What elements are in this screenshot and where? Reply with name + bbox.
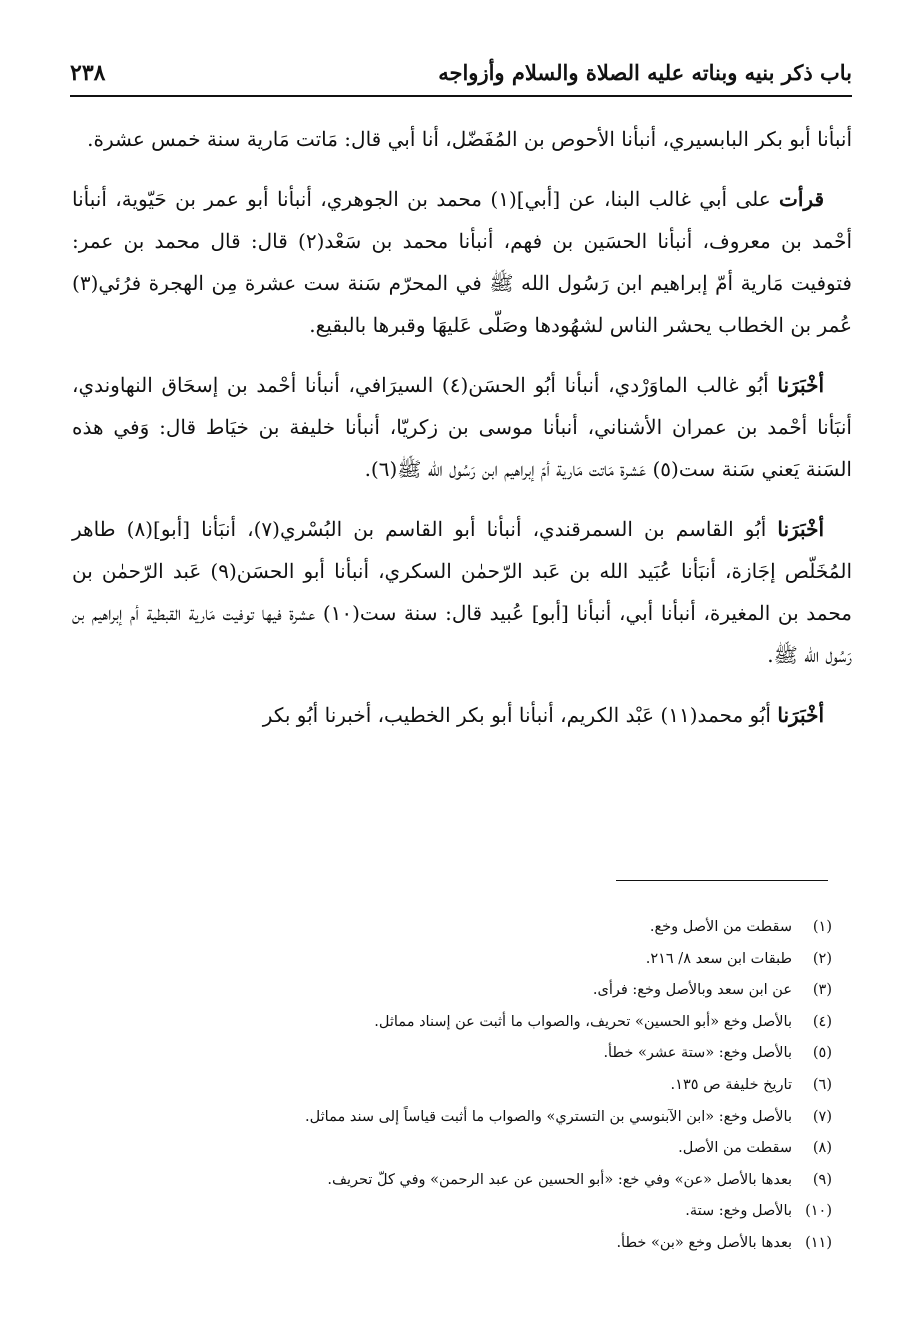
paragraph-text: أنبأنا أبو بكر البابسيري، أنبأنا الأحوص بن المُفَضّل، أنا أبي قال: مَاتت مَارية سنة خمس عشرة. (87, 127, 852, 151)
footnote (72, 912, 832, 944)
paragraph (72, 178, 852, 346)
footnote-number: (٧) (812, 1108, 832, 1125)
footnote-text: بالأصل وخع: «ستة عشر» خطأ. (603, 1045, 792, 1062)
footnote (72, 1038, 832, 1070)
footnote (72, 944, 832, 976)
footnote-number: (١٠) (805, 1203, 832, 1220)
footnote-text: سقطت من الأصل. (678, 1140, 792, 1157)
footnote (72, 1070, 832, 1102)
footnote-number: (٢) (812, 950, 832, 967)
footnote-number: (٦) (812, 1076, 832, 1093)
footnotes (72, 912, 832, 1260)
paragraph-lead: أخْبَرَنا (777, 703, 824, 727)
footnote-text: بالأصل وخع «أبو الحسين» تحريف، والصواب ما أثبت عن إسناد مماثل. (374, 1013, 792, 1030)
footnote-text: تاريخ خليفة ص ١٣٥. (670, 1076, 792, 1093)
footnote-number: (١) (812, 919, 832, 935)
footnote-number: (١١) (805, 1234, 832, 1251)
paragraph-lead: أخْبَرَنا (777, 373, 824, 397)
footnote-number: (٨) (812, 1140, 832, 1157)
footnote-text: بعدها بالأصل وخع «بن» خطأ. (616, 1234, 792, 1251)
paragraph-text: أبُو محمد(١١) عَبْد الكريم، أنبأنا أبو بكر الخطيب، أخبرنا أبُو بكر (262, 703, 778, 727)
paragraph (72, 508, 852, 676)
footnote-number: (٣) (812, 982, 832, 999)
main-text (72, 118, 852, 754)
footnote (72, 1165, 832, 1197)
header-rule (70, 95, 852, 97)
paragraph-text: أبُو غالب الماوَرْدي، أنبأنا أبُو الحسَن(٤) السيرَافي، أنبأنا أحْمد بن إسحَاق النهاوندي، أنبَأنا أحْمد بن عمران الأشناني، أنبأنا موسى بن زكريّا، أنبأنا خليفة بن خيَاط قال: وَفي هذه السَنة يَعني سَنة ست(٥) عَشرة مَاتت مَارية أمّ إبراهيم ابن رَسُول الله ﷺ(٦). (72, 373, 852, 481)
footnote-text: عن ابن سعد وبالأصل وخع: فرأى. (592, 982, 792, 999)
footnote (72, 1228, 832, 1260)
paragraph (72, 694, 852, 736)
footnote-number: (٤) (812, 1013, 832, 1030)
footnote (72, 975, 832, 1007)
footnote-text: سقطت من الأصل وخع. (649, 919, 792, 935)
footnote-number: (٩) (812, 1171, 832, 1188)
footnote (72, 1196, 832, 1228)
footnote-text: بالأصل وخع: ستة. (685, 1203, 792, 1220)
paragraph-text: على أبي غالب البنا، عن [أبي](١) محمد بن الجوهري، أنبأنا أبو عمر بن حَيّوية، أنبأنا أحْمد بن معروف، أنبأنا الحسَين بن فهم، أنبأنا محمد بن سَعْد(٢) قال: قال محمد بن عمر: فتوفيت مَارية أمّ إبراهيم ابن رَسُول الله ﷺ في المحرّم سَنة ست عشرة مِن الهجرة فرُئي(٣) عُمر بن الخطاب يحشر الناس لشهُودها وصَلّى عَليهَا وقبرها بالبقيع. (72, 187, 853, 337)
footnote-text: بالأصل وخع: «ابن الآبنوسي بن التستري» والصواب ما أثبت قياساً إلى سند مماثل. (305, 1108, 792, 1125)
footnote-separator (616, 880, 828, 881)
paragraph-lead: أخْبَرَنا (777, 517, 824, 541)
page-number: ٢٣٨ (70, 60, 106, 86)
paragraph (72, 118, 852, 160)
footnote-number: (٥) (812, 1045, 832, 1062)
paragraph-text: أبُو القاسم بن السمرقندي، أنبأنا أبو القاسم بن البُسْري(٧)، أنبَأنا [أبو](٨) طاهر المُخَلّص إجَازة، أنبَأنا عُبَيد الله بن عَبد الرّحمٰن السكري، أنبأنا أبو الحسَن(٩) عَبد الرّحمٰن بن محمد بن المغيرة، أنبأنا أبي، أنبأنا [أبو] عُبيد قال: سنة ست(١٠) عشرة فيها توفيت مَارية القبطية أم إبراهيم بن رَسُول الله ﷺ. (72, 517, 853, 667)
footnote (72, 1007, 832, 1039)
footnote (72, 1102, 832, 1134)
footnote (72, 1133, 832, 1165)
footnote-text: بعدها بالأصل «عن» وفي خع: «أبو الحسين عن عبد الرحمن» وفي كلّ تحريف. (327, 1171, 792, 1188)
chapter-title: باب ذكر بنيه وبناته عليه الصلاة والسلام وأزواجه (438, 60, 852, 85)
paragraph (72, 364, 852, 490)
footnote-text: طبقات ابن سعد ٨/ ٢١٦. (645, 950, 792, 967)
paragraph-lead: قرأت (779, 187, 825, 211)
running-header (70, 56, 852, 96)
